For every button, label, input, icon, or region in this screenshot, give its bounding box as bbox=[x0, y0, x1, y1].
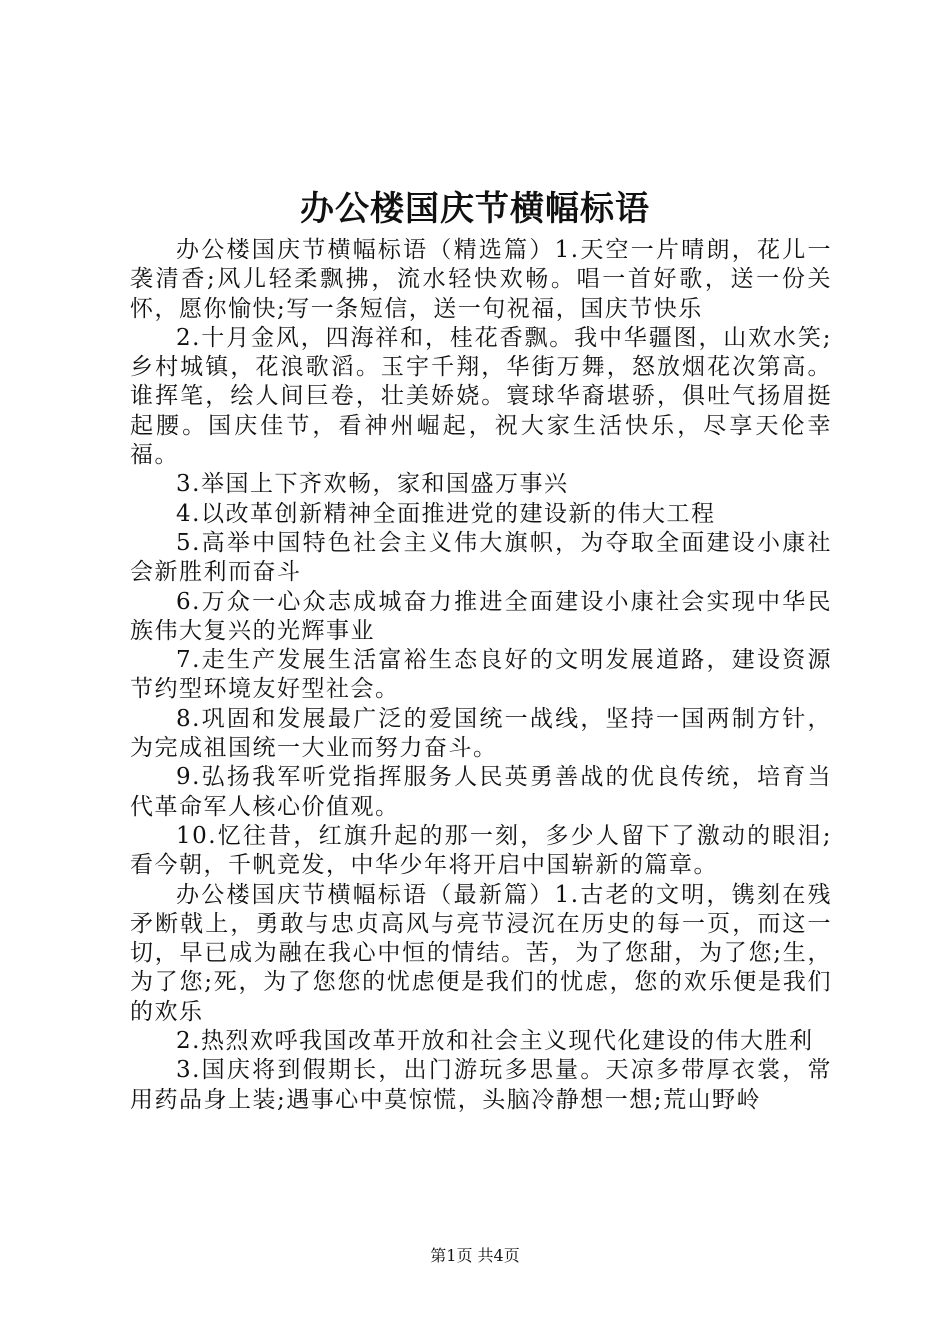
paragraph: 9.弘扬我军听党指挥服务人民英勇善战的优良传统，培育当代革命军人核心价值观。 bbox=[130, 764, 832, 820]
paragraph: 2.热烈欢呼我国改革开放和社会主义现代化建设的伟大胜利 bbox=[176, 1028, 814, 1055]
document-body bbox=[130, 236, 832, 1115]
paragraph: 3.国庆将到假期长，出门游玩多思量。天凉多带厚衣裳，常用药品身上装;遇事心中莫惊慌，头脑冷静想一想;荒山野岭 bbox=[130, 1057, 832, 1113]
paragraph: 办公楼国庆节横幅标语（精选篇）1.天空一片晴朗，花儿一袭清香;风儿轻柔飘拂，流水轻快欢畅。唱一首好歌，送一份关怀，愿你愉快;写一条短信，送一句祝福，国庆节快乐 bbox=[130, 237, 832, 322]
paragraph: 5.高举中国特色社会主义伟大旗帜，为夺取全面建设小康社会新胜利而奋斗 bbox=[130, 529, 832, 586]
paragraph: 2.十月金风，四海祥和，桂花香飘。我中华疆图，山欢水笑;乡村城镇，花浪歌滔。玉宇千翔，华街万舞，怒放烟花次第高。谁挥笔，绘人间巨卷，壮美娇娆。寰球华裔堪骄，俱吐气扬眉挺起腰。国庆佳节，看神州崛起，祝大家生活快乐，尽享天伦幸福。 bbox=[130, 324, 832, 469]
paragraph: 3.举国上下齐欢畅，家和国盛万事兴 bbox=[176, 471, 569, 498]
page-number-footer: 第1页 共4页 bbox=[430, 1246, 520, 1265]
paragraph: 4.以改革创新精神全面推进党的建设新的伟大工程 bbox=[176, 500, 716, 527]
paragraph: 7.走生产发展生活富裕生态良好的文明发展道路，建设资源节约型环境友好型社会。 bbox=[130, 647, 832, 703]
paragraph: 办公楼国庆节横幅标语（最新篇）1.古老的文明，镌刻在残矛断戟上，勇敢与忠贞高风与亮节浸沉在历史的每一页，而这一切，早已成为融在我心中恒的情结。苦，为了您甜，为了您;生，为了您;死，为了您您的忧虑便是我们的忧虑，您的欢乐便是我们的欢乐 bbox=[130, 881, 832, 1025]
paragraph: 6.万众一心众志成城奋力推进全面建设小康社会实现中华民族伟大复兴的光辉事业 bbox=[130, 588, 832, 644]
paragraph: 10.忆往昔，红旗升起的那一刻，多少人留下了激动的眼泪;看今朝，千帆竞发，中华少年将开启中国崭新的篇章。 bbox=[130, 822, 832, 879]
document-title: 办公楼国庆节横幅标语 bbox=[300, 189, 650, 229]
paragraph: 8.巩固和发展最广泛的爱国统一战线，坚持一国两制方针，为完成祖国统一大业而努力奋斗。 bbox=[130, 705, 832, 762]
